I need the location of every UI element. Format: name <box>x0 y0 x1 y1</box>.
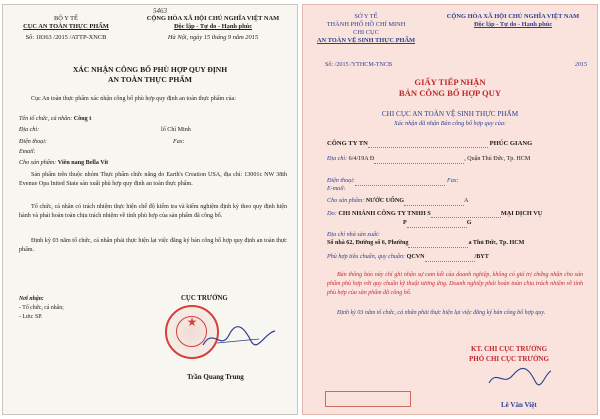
certificate-document-right <box>302 4 598 415</box>
org-field: Tên tổ chức, cá nhân: Công t <box>19 116 92 122</box>
branch-name: CHI CỤC <box>353 29 379 36</box>
signer-name: Lê Văn Việt <box>501 401 537 409</box>
phone-fax-field: Điện thoại: Fax: <box>327 178 459 184</box>
product-field: Cho sản phẩm: Viên nang Bella Vit <box>19 160 109 166</box>
department-name: AN TOÀN VỆ SINH THỰC PHẨM <box>316 37 416 44</box>
renewal-paragraph: Định kỳ 03 năm tổ chức, cá nhân phải thực hiện lại việc đăng ký bản công bố hợp quy định an toàn thực phẩm. <box>19 238 287 253</box>
producer-address-field: Địa chỉ nhà sản xuất: <box>327 232 380 238</box>
document-subtitle: BẢN CÔNG BỐ HỢP QUY <box>398 88 502 98</box>
signature-image <box>199 323 279 353</box>
signer-name: Trần Quang Trung <box>187 373 244 381</box>
confirm-line: Xác nhận đã nhận Bản công bố hợp quy của: <box>393 120 507 127</box>
producer-field: Do: CHI NHÁNH CÔNG TY TNHH S MẠI DỊCH VỤ <box>327 210 543 217</box>
national-motto: Độc lập - Tự do - Hạnh phúc <box>473 21 553 28</box>
certificate-document-left <box>2 4 298 415</box>
email-field: E-mail: <box>327 186 346 192</box>
document-header <box>3 15 297 55</box>
document-number: Số: 18363 /2015 /ATTP-XNCB <box>25 34 107 41</box>
issue-date: 2015 <box>574 62 587 68</box>
official-seal: ★ <box>165 305 219 359</box>
address-field: Địa chỉ: 6/4/19A Đ , Quận Thủ Đức, Tp. HCM <box>327 156 531 162</box>
signature-image <box>485 365 555 391</box>
document-subtitle: AN TOÀN THỰC PHẨM <box>108 75 192 84</box>
department-name: CỤC AN TOÀN THỰC PHẨM <box>23 23 109 30</box>
country-name: CỘNG HÒA XÃ HỘI CHỦ NGHĨA VIỆT NAM <box>146 15 280 22</box>
signer-title: PHÓ CHI CỤC TRƯỞNG <box>469 355 549 363</box>
ministry-name: SỞ Y TẾ <box>354 13 378 20</box>
producer-field-cont: P G <box>403 220 472 226</box>
copy-certification-stamp <box>325 391 411 407</box>
phone-fax-field: Điện thoại: Fax: <box>19 139 185 145</box>
issue-date: Hà Nội, ngày 15 tháng 9 năm 2015 <box>167 34 259 41</box>
disclaimer-paragraph: Bản thông báo này chỉ ghi nhận sự cam kết của doanh nghiệp, không có giá trị chứng nhận cho sản phẩm phù hợp với quy chuẩn kỹ thuật tương ứng. Doanh nghiệp phải hoàn toàn chịu trách nhiệm về tính phù hợp của sản phẩm đã công bố. <box>327 272 583 296</box>
issuing-agency: CHI CỤC AN TOÀN VỆ SINH THỰC PHẨM <box>381 110 519 118</box>
document-header <box>303 13 597 53</box>
company-name: CÔNG TY TN PHÚC GIANG <box>327 140 533 147</box>
handwritten-number: 5463 <box>153 7 167 15</box>
responsibility-paragraph: Tổ chức, cá nhân có trách nhiệm thực hiện chế độ kiểm tra và kiểm nghiệm định kỳ theo quy định hiện hành và phải hoàn toàn chịu trách nhiệm về tính phù hợp của sản phẩm đã công bố. <box>19 204 287 219</box>
document-number: Số: /2015 /YTHCM-TNCB <box>325 62 393 68</box>
document-title: GIẤY TIẾP NHẬN <box>414 77 486 87</box>
document-title: XÁC NHẬN CÔNG BỐ PHÙ HỢP QUY ĐỊNH <box>72 65 228 74</box>
recipients-block: Nơi nhận: - Tổ chức, cá nhân; - Lưu: SP. <box>19 296 64 320</box>
address-field: Địa chỉ: lố Chí Minh <box>19 127 191 133</box>
national-motto: Độc lập - Tự do - Hạnh phúc <box>173 23 253 30</box>
ministry-name: BỘ Y TẾ <box>54 15 78 22</box>
product-origin-paragraph: Sản phẩm trên thuộc nhóm Thực phẩm chức năng do Earth's Creation USA, địa chỉ: 13001c NW 38th Evenue Opa Inited State sản xuất phù hợp quy định an toàn thực phẩm. <box>19 172 287 187</box>
city-office: THÀNH PHỐ HỒ CHÍ MINH <box>326 21 406 28</box>
product-field: Cho sản phẩm: NƯỚC UỐNG A <box>327 198 469 204</box>
email-field: Email: <box>19 149 36 155</box>
country-name: CỘNG HÒA XÃ HỘI CHỦ NGHĨA VIỆT NAM <box>446 13 580 20</box>
conformity-field: Phù hợp tiêu chuẩn, quy chuẩn: QCVN /BYT <box>327 254 489 260</box>
renewal-paragraph: Định kỳ 03 năm tổ chức, cá nhân phải thực hiện lại việc đăng ký bản công bố hợp quy. <box>337 310 546 316</box>
signer-role: KT. CHI CỤC TRƯỞNG <box>471 345 548 353</box>
intro-paragraph: Cục An toàn thực phẩm xác nhận công bố phù hợp quy định an toàn thực phẩm của: <box>31 96 236 102</box>
producer-address-value: Số nhà 62, Đường số 6, Phường a Thủ Đức, Tp. HCM <box>327 240 525 246</box>
signer-title: CỤC TRƯỞNG <box>181 295 228 302</box>
